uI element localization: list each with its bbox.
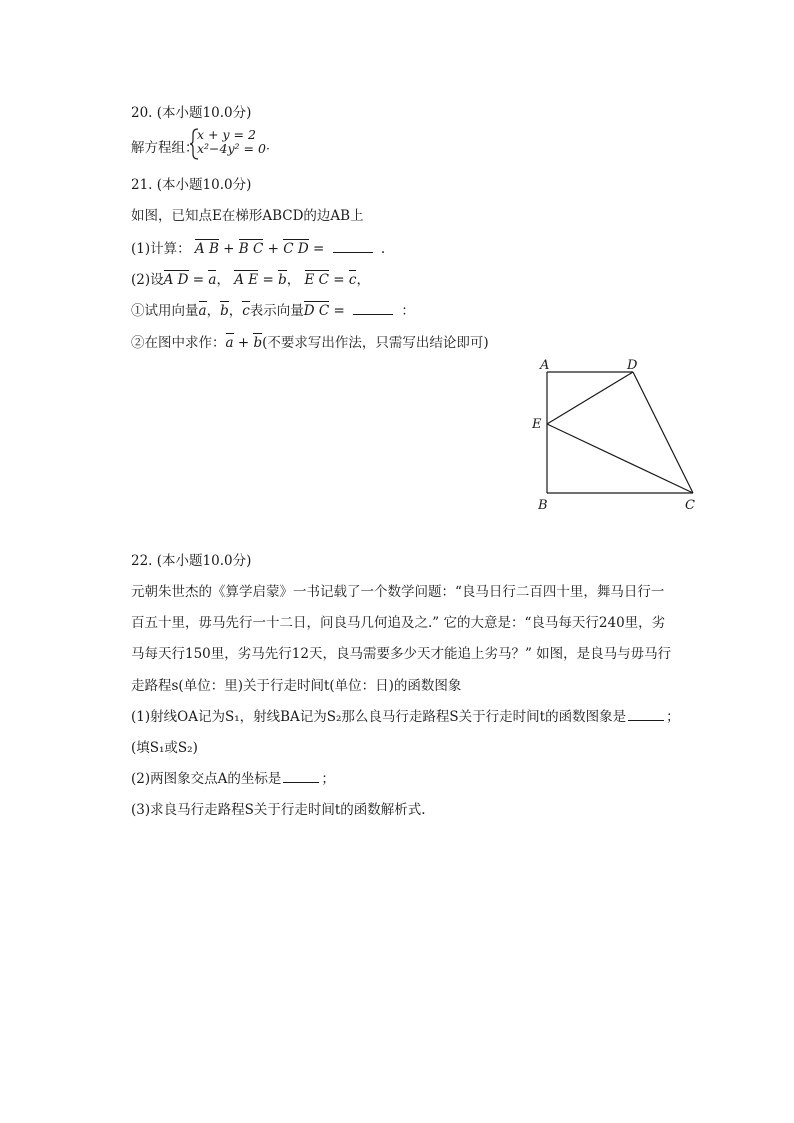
q21-intro: 如图，已知点E在梯形ABCD的边AB上: [131, 208, 364, 224]
segment-ec: [547, 424, 693, 493]
answer-blank[interactable]: [353, 302, 393, 315]
trapezoid-figure: [525, 355, 715, 520]
q20-heading: 20. (本小题10.0分): [131, 105, 252, 121]
q21-heading: 21. (本小题10.0分): [131, 177, 252, 193]
q21-part2-i: ①试用向量a，b，c表示向量D C = ：: [131, 300, 415, 320]
q22-part2: (2)两图象交点A的坐标是 ；: [131, 771, 335, 787]
q22-heading: 22. (本小题10.0分): [131, 553, 252, 569]
point-label-a: A: [540, 358, 550, 373]
q21-part1: (1)计算： A B + B C + C D = .: [131, 238, 385, 258]
point-label-b: B: [538, 498, 548, 513]
equation-system: [197, 128, 270, 156]
edge-dc: [633, 372, 693, 493]
answer-blank[interactable]: [283, 770, 319, 783]
q22-part1-note: (填S₁或S₂): [131, 740, 198, 756]
q22-text-2: 百五十里，毋马先行一十二日，问良马几何追及之.” 它的大意是：“良马每天行240里，劣: [131, 615, 666, 631]
equation-1: x + y = 2: [197, 127, 256, 142]
q22-text-1: 元朝朱世杰的《算学启蒙》一书记载了一个数学问题：“良马日行二百四十里，舞马日行一: [131, 584, 665, 600]
point-label-d: D: [627, 358, 638, 373]
answer-blank[interactable]: [333, 240, 373, 253]
q22-text-4: 走路程s(单位：里)关于行走时间t(单位：日)的函数图象: [131, 678, 462, 694]
q22-part3: (3)求良马行走路程S关于行走时间t的函数解析式.: [131, 802, 426, 818]
equation-2: x²−4y² = 0·: [197, 141, 270, 156]
q21-part2-ii: ②在图中求作：a + b(不要求写出作法，只需写出结论即可): [131, 332, 489, 352]
q21-part2: (2)设A D = a， A E = b， E C = c，: [131, 269, 370, 289]
point-label-c: C: [685, 498, 695, 513]
q20-prompt: [131, 139, 199, 157]
q22-text-3: 马每天行150里，劣马先行12天，良马需要多少天才能追上劣马？” 如图，是良马与毋马行: [131, 646, 672, 662]
q22-part1: (1)射线OA记为S₁，射线BA记为S₂那么良马行走路程S关于行走时间t的函数图象是 ；: [131, 709, 680, 725]
segment-ed: [547, 372, 633, 424]
q20-prefix: 解方程组：: [131, 140, 199, 156]
answer-blank[interactable]: [628, 708, 664, 721]
point-label-e: E: [532, 417, 542, 432]
